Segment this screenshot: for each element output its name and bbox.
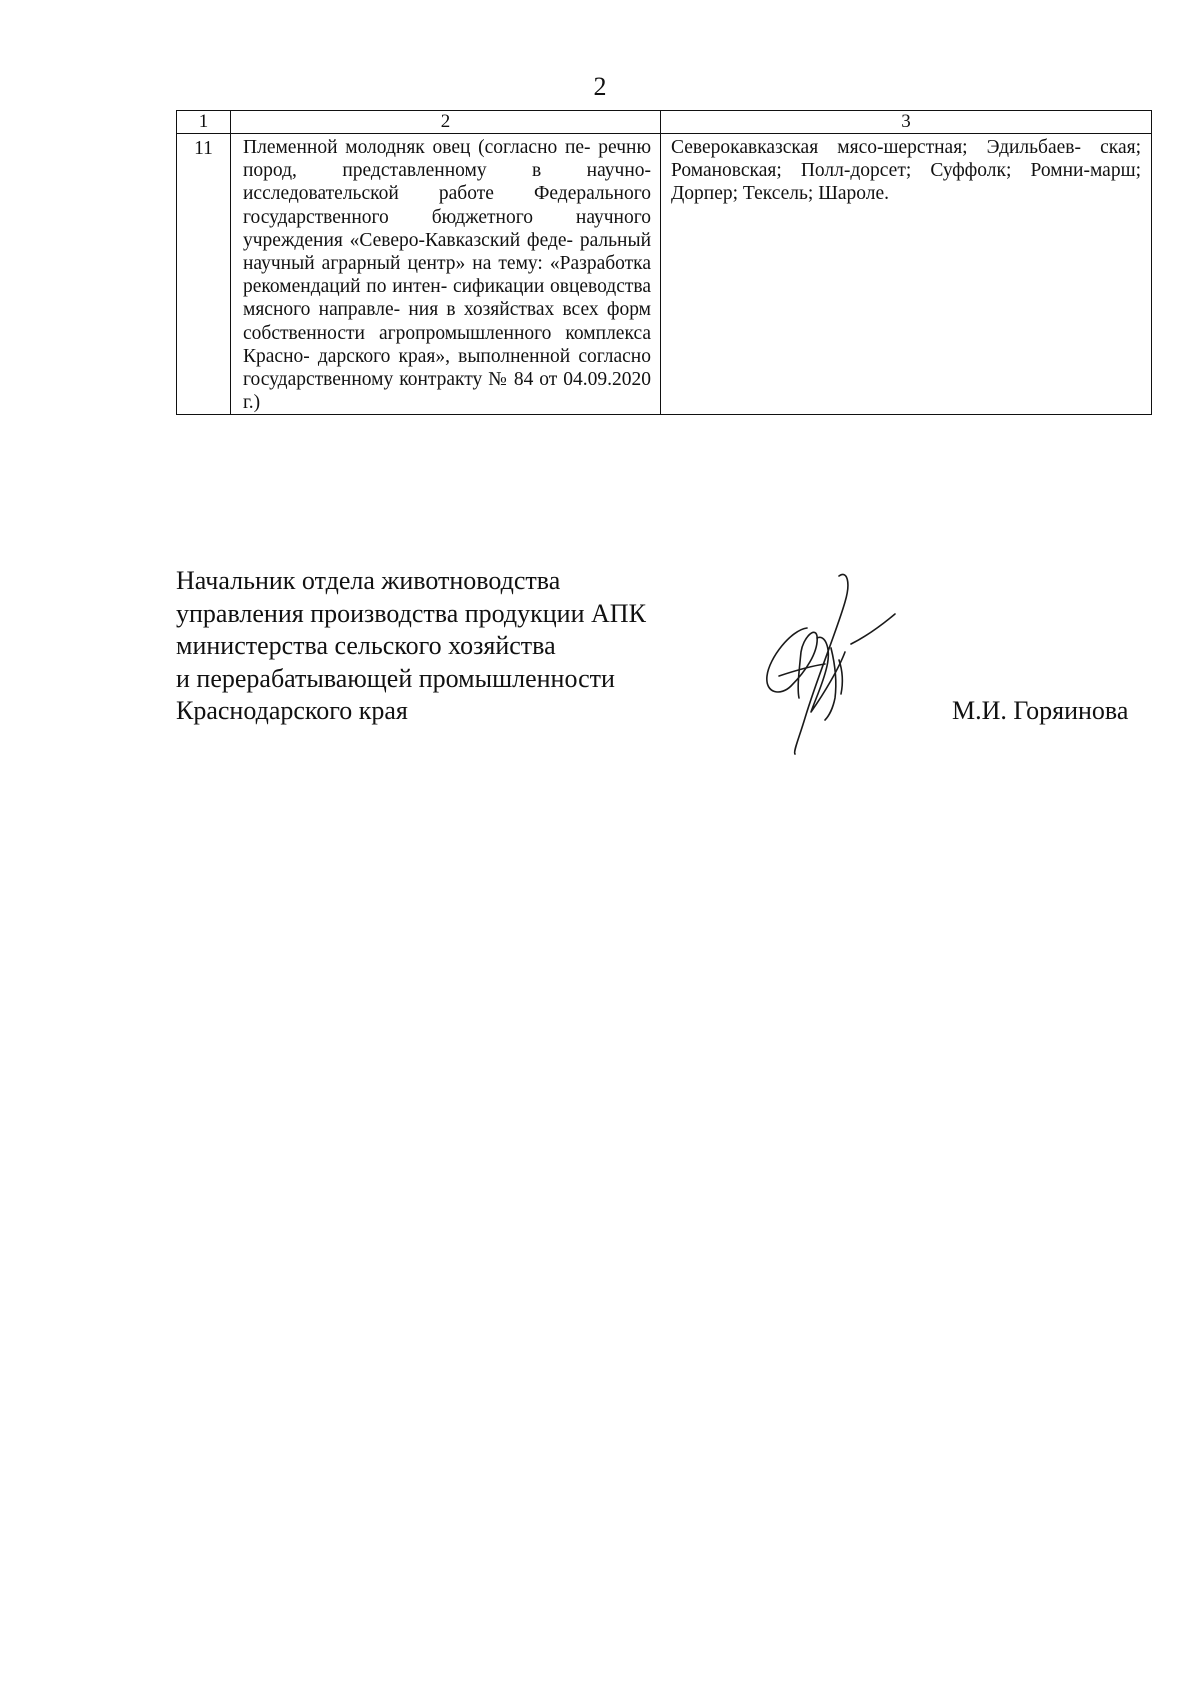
position-line: и перерабатывающей промышленности [176, 663, 615, 693]
position-line: управления производства продукции АПК [176, 598, 646, 628]
breeds-cell [661, 134, 1152, 415]
description-line: речню пород, представленному в научно- [243, 137, 652, 182]
description-line: сификации овцеводства мясного направле- [243, 276, 651, 321]
table-header-cell-3: 3 [661, 111, 1152, 134]
description-cell [231, 134, 661, 415]
page-number: 2 [593, 72, 607, 101]
description-line: тему: «Разработка рекомендаций по интен- [243, 253, 651, 298]
table-row [177, 134, 1152, 415]
handwritten-signature [755, 568, 915, 758]
description-line: государственного бюджетного научного [243, 206, 651, 228]
description-line: ния в хозяйствах всех форм собственности [243, 299, 651, 344]
description-line: дарского края», выполненной согласно [317, 345, 651, 367]
breeds-line: ская; Романовская; Полл-дорсет; Суффолк; [671, 137, 1141, 182]
table-header-cell-2: 2 [231, 111, 661, 134]
position-line: министерства сельского хозяйства [176, 631, 556, 660]
description-line: ральный научный аграрный центр» на [243, 229, 652, 275]
description-line: государственному контракту № 84 от [243, 369, 558, 391]
description-line: агропромышленного комплекса Красно- [243, 322, 651, 367]
description-line: исследовательской работе Федерального [243, 183, 651, 205]
description-line: учреждения «Северо-Кавказский феде- [243, 229, 574, 251]
breeds-table [176, 110, 1152, 415]
position-line: Начальник отдела животноводства [176, 566, 561, 595]
description-line: 04.09.2020 г.) [243, 369, 651, 414]
table-header-cell-1: 1 [177, 111, 231, 134]
breeds-line: Ромни-марш; Дорпер; Тексель; Шароле. [671, 160, 1142, 205]
row-number-cell: 11 [177, 134, 231, 415]
position-line: Краснодарского края [176, 696, 408, 725]
signatory-position [176, 565, 646, 728]
breeds-line: Северокавказская мясо-шерстная; Эдильбаев- [671, 137, 1081, 158]
signatory-name: М.И. Горяинова [952, 696, 1129, 725]
description-line: Племенной молодняк овец (согласно пе- [243, 137, 591, 158]
table-header-row [177, 111, 1152, 134]
